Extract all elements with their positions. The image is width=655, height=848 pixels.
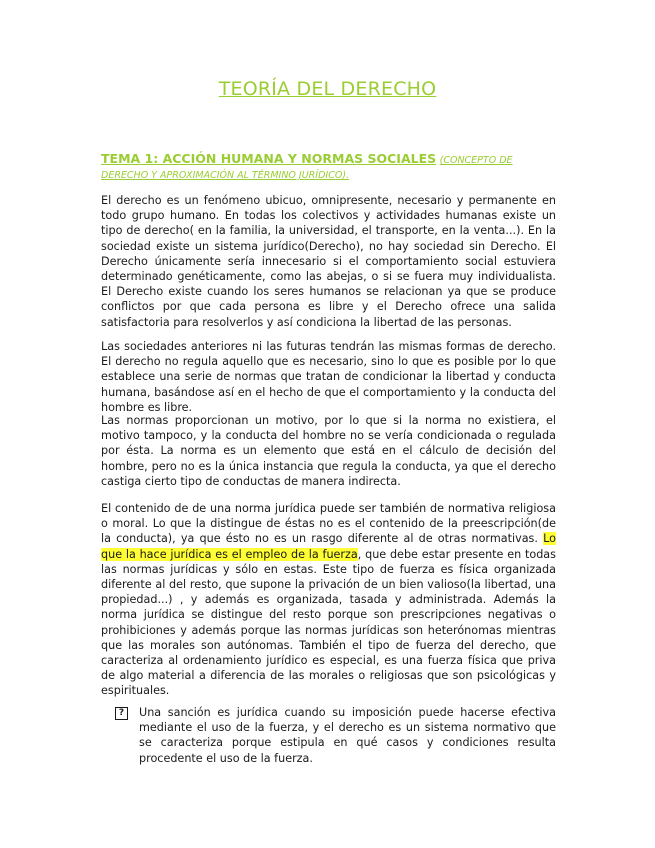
paragraph-2: Las sociedades anteriores ni las futuras tendrán las mismas formas de derecho. El derecho no regula aquello que es necesario, sino lo que es posible por lo que establece una serie de normas que tratan de condicionar la libertad y conducta humana, basándose así en el hecho de que el comportamiento y la conducta del hombre es libre. [101,340,556,414]
bullet-marker-icon: ? [115,707,128,720]
paragraph-4 [101,501,556,699]
document-title: TEORÍA DEL DERECHO [218,78,437,100]
bullet-text: Una sanción es jurídica cuando su imposición puede hacerse efectiva mediante el uso de la fuerza, y el derecho es un sistema normativo que se caracteriza porque estipula en qué casos y condiciones resulta procedente el uso de la fuerza. [139,706,556,765]
paragraph-1: El derecho es un fenómeno ubicuo, omnipresente, necesario y permanente en todo grupo humano. En todas los colectivos y actividades humanas existe un tipo de derecho( en la familia, la universidad, el transporte, en la venta...). En la sociedad existe un sistema jurídico(Derecho), no hay sociedad sin Derecho. El Derecho únicamente sería innecesario si el comportamiento social estuviera determinado genéticamente, como las abejas, o si se fuera muy individualista. El Derecho existe cuando los seres humanos se relacionan ya que se produce conflictos por que cada persona es libre y el Derecho ofrece una salida satisfactoria para resolverlos y así condiciona la libertad de las personas. [101,194,556,329]
section-heading [101,152,561,183]
section-heading-main: TEMA 1: ACCIÓN HUMANA Y NORMAS SOCIALES [101,151,437,166]
paragraph-4-intro: El contenido de de una norma jurídica puede ser también de normativa religiosa o moral. Lo que la distingue de éstas no es el contenido de la preescripción(de la conducta), ya que ésto no es un rasgo diferente al de otras normativas. [101,502,556,546]
section-heading-subtitle: (CONCEPTO DE DERECHO Y APROXIMACIÓN AL TÉRMINO JURÍDICO). [101,155,513,181]
paragraph-4-rest: , que debe estar presente en todas las normas jurídicas y sólo en estas. Este tipo de fuerza es física organizada diferente al del resto, que supone la privación de un bien valioso(la libertad, una propiedad...) , y además es organizada, tasada y administrada. Además la norma jurídica se distingue del resto porque son prescripciones negativas o prohibiciones y además porque las normas jurídicas son heterónomas mientras que las morales son autónomas. También el tipo de fuerza del derecho, que caracteriza al ordenamiento jurídico es especial, es una fuerza física que priva de algo material a diferencia de las morales o religiosas que son psicológicas y espirituales. [101,547,556,698]
highlighted-text: Lo que la hace jurídica es el empleo de la fuerza [101,532,556,561]
paragraph-3: Las normas proporcionan un motivo, por lo que si la norma no existiera, el motivo tampoco, y la conducta del hombre no se vería condicionada o regulada por ésta. La norma es un elemento que está en el cálculo de decisión del hombre, pero no es la única instancia que regula la conducta, ya que el derecho castiga cierto tipo de conductas de manera indirecta. [101,414,556,488]
